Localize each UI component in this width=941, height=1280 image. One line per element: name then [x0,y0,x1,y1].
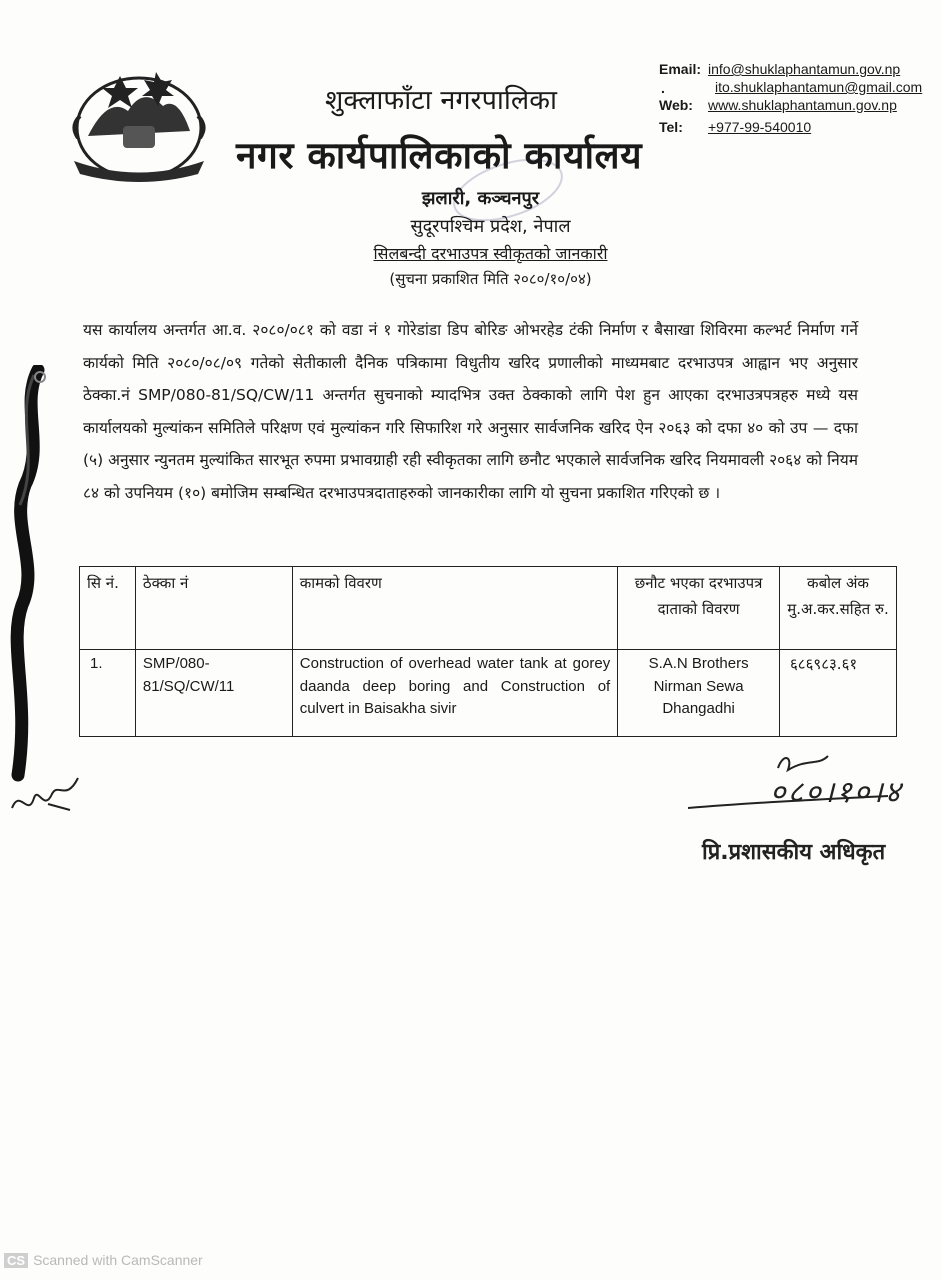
web-label: Web: [659,97,693,113]
tel-label: Tel: [659,119,683,135]
notice-title: सिलबन्दी दरभाउपत्र स्वीकृतको जानकारी [373,244,608,263]
address-line-2: सुदूरपश्चिम प्रदेश, नेपाल [410,216,571,237]
header-contract-no: ठेक्का नं [135,567,292,650]
header-description: कामको विवरण [292,567,617,650]
address-line-1: झलारी, कञ्चनपुर [421,188,540,209]
notice-published-date: (सुचना प्रकाशित मिति २०८०/१०/०४) [389,270,592,288]
notice-body: यस कार्यालय अन्तर्गत आ.व. २०८०/०८१ को वडा नं १ गोरेडांडा डिप बोरिङ ओभरहेड टंकी निर्माण र बैसाखा शिविरमा कल्भर्ट निर्माण गर्ने कार्यको मिति २०८०/०८/०९ गतेको सेतीकाली दैनिक पत्रिकामा विधुतीय खरिद प्रणालीको माध्यमबाट दरभाउपत्र आह्वान भए अनुसार ठेक्का.नं SMP/080-81/SQ/CW/11 अन्तर्गत सुचनाको म्यादभित्र उक्त ठेक्काको लागि पेश हुन आएका दरभाउत्रपत्रहरु मध्ये यस कार्यालयको मुल्यांकन समितिले परिक्षण एवं मुल्यांकन गरि सिफारिश गरे अनुसार सार्वजनिक खरिद ऐन २०६३ को दफा ४० को उप — दफा (५) अनुसार न्युनतम मुल्यांकित सारभूत रुपमा प्रभावग्राही रही स्वीकृतका लागि छनौट भएकाले सार्वजनिक खरिद नियमावली २०६४ को नियम ८४ को उपनियम (१०) बमोजिम सम्बन्धित दरभाउपत्रदाताहरुको जानकारीका लागि यो सुचना प्रकाशित गरिएको छ । [83,321,858,502]
municipality-name: शुक्लाफाँटा नगरपालिका [325,85,557,116]
contact-block [0,0,941,140]
office-name: नगर कार्यपालिकाको कार्यालय [236,134,643,177]
email-secondary-link[interactable]: ito.shuklaphantamun@gmail.com [715,79,923,95]
cell-amount: ६८६९८३.६१ [780,650,897,737]
scanner-watermark [4,1252,203,1268]
table-row [80,650,897,737]
camscanner-badge: CS [4,1253,28,1268]
scanner-text: Scanned with CamScanner [33,1252,203,1268]
email-label: Email: [659,61,702,77]
cell-contract-no: SMP/080-81/SQ/CW/11 [135,650,292,737]
binding-string-image [0,365,60,785]
website-link[interactable]: www.shuklaphantamun.gov.np [708,97,897,113]
cell-bidder: S.A.N Brothers Nirman Sewa Dhangadhi [618,650,780,737]
cell-description: Construction of overhead water tank at gorey daanda deep boring and Construction of culvert in Baisakha sivir [292,650,617,737]
handwritten-date: ०८०।१०।४ [770,775,903,810]
telephone-link[interactable]: +977-99-540010 [708,119,812,135]
cell-sn: 1. [80,650,136,737]
header-sn: सि नं. [80,567,136,650]
table-header-row [80,567,897,650]
header-selected-bidder: छनौट भएका दरभाउपत्र दाताको विवरण [618,567,780,650]
initials-signature [8,768,88,828]
email-primary-link[interactable]: info@shuklaphantamun.gov.np [708,61,901,77]
award-table [79,566,897,737]
header-bid-amount: कबोल अंक मु.अ.कर.सहित रु. [780,567,897,650]
signatory-designation: प्रि.प्रशासकीय अधिकृत [702,840,886,865]
email-bullet: . [661,80,665,96]
